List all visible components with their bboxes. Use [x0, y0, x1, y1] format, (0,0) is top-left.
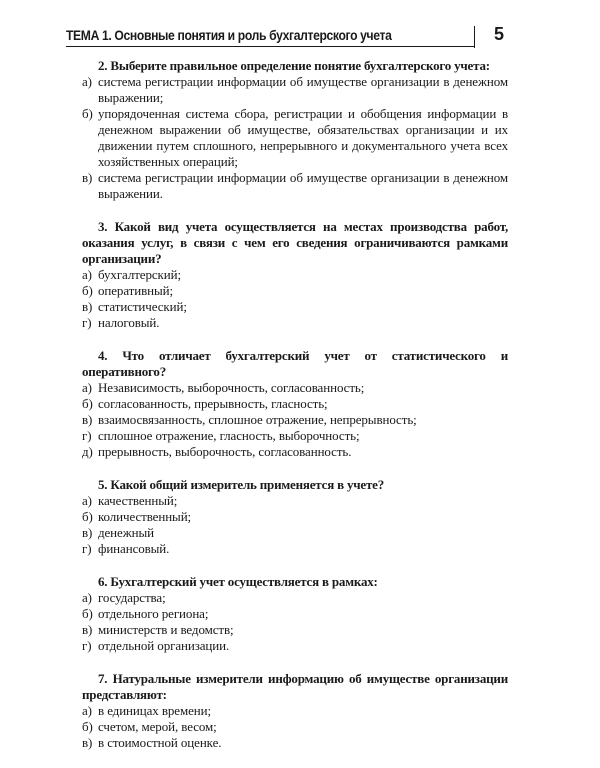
- question-4: [82, 348, 508, 460]
- question-text: 5. Какой общий измеритель применяется в учете?: [98, 477, 385, 492]
- answer-option: [82, 606, 508, 622]
- chapter-title: ТЕМА 1. Основные понятия и роль бухгалтерского учета: [66, 28, 392, 43]
- option-text: налоговый.: [98, 315, 160, 330]
- option-text: Независимость, выборочность, согласованность;: [98, 380, 365, 395]
- answer-option: [82, 622, 508, 638]
- option-letter: г): [82, 428, 92, 443]
- answer-option: [82, 493, 508, 509]
- answer-option: [82, 525, 508, 541]
- option-letter: г): [82, 315, 92, 330]
- question-text: 6. Бухгалтерский учет осуществляется в рамках:: [98, 574, 378, 589]
- questions-list: [82, 58, 508, 768]
- option-letter: д): [82, 444, 93, 459]
- option-letter: б): [82, 106, 93, 121]
- option-letter: г): [82, 541, 92, 556]
- answer-option: [82, 315, 508, 331]
- option-letter: в): [82, 622, 93, 637]
- question-text: 2. Выберите правильное определение понятие бухгалтерского учета:: [98, 58, 490, 73]
- option-letter: в): [82, 299, 93, 314]
- option-text: прерывность, выборочность, согласованность.: [98, 444, 352, 459]
- question-3: [82, 219, 508, 331]
- option-text: финансовый.: [98, 541, 170, 556]
- option-letter: а): [82, 703, 92, 718]
- option-letter: а): [82, 493, 92, 508]
- option-text: количественный;: [98, 509, 192, 524]
- answer-option: [82, 541, 508, 557]
- answer-option: [82, 412, 508, 428]
- question-text: 3. Какой вид учета осуществляется на местах производства работ, оказания услуг, в связи с чем его сведения ограничиваются рамками организации?: [82, 219, 508, 266]
- option-text: согласованность, прерывность, гласность;: [98, 396, 328, 411]
- answer-option: [82, 703, 508, 719]
- answer-option: [82, 428, 508, 444]
- answer-option: [82, 74, 508, 106]
- question-2: [82, 58, 508, 202]
- question-6: [82, 574, 508, 654]
- option-letter: г): [82, 638, 92, 653]
- option-text: счетом, мерой, весом;: [98, 719, 217, 734]
- option-text: в стоимостной оценке.: [98, 735, 222, 750]
- option-letter: а): [82, 380, 92, 395]
- option-text: взаимосвязанность, сплошное отражение, непрерывность;: [98, 412, 417, 427]
- option-letter: а): [82, 267, 92, 282]
- option-letter: б): [82, 719, 93, 734]
- answer-option: [82, 719, 508, 735]
- question-7: [82, 671, 508, 751]
- answer-option: [82, 299, 508, 315]
- option-text: качественный;: [98, 493, 178, 508]
- option-letter: б): [82, 283, 93, 298]
- page-header: [66, 26, 512, 48]
- option-letter: в): [82, 412, 93, 427]
- option-text: сплошное отражение, гласность, выборочность;: [98, 428, 360, 443]
- answer-option: [82, 106, 508, 170]
- option-text: денежный: [98, 525, 154, 540]
- option-text: статистический;: [98, 299, 187, 314]
- answer-option: [82, 283, 508, 299]
- option-letter: б): [82, 396, 93, 411]
- header-rule: [66, 46, 474, 47]
- answer-option: [82, 396, 508, 412]
- option-letter: б): [82, 509, 93, 524]
- option-text: бухгалтерский;: [98, 267, 181, 282]
- option-letter: а): [82, 74, 92, 89]
- option-text: оперативный;: [98, 283, 173, 298]
- answer-option: [82, 267, 508, 283]
- option-text: государства;: [98, 590, 166, 605]
- page-number: 5: [494, 24, 505, 44]
- option-text: система регистрации информации об имуществе организации в денежном выражении.: [98, 170, 508, 201]
- option-text: система регистрации информации об имуществе организации в денежном выражении;: [98, 74, 508, 105]
- answer-option: [82, 444, 508, 460]
- question-5: [82, 477, 508, 557]
- header-divider: [474, 26, 475, 48]
- option-text: отдельной организации.: [98, 638, 230, 653]
- answer-option: [82, 170, 508, 202]
- option-letter: в): [82, 525, 93, 540]
- answer-option: [82, 590, 508, 606]
- question-text: 4. Что отличает бухгалтерский учет от статистического и оперативного?: [82, 348, 508, 379]
- answer-option: [82, 735, 508, 751]
- option-text: упорядоченная система сбора, регистрации и обобщения информации в денежном выражении об имуществе, обязательствах организации и их движении путем сплошного, непрерывного и документального учета всех хозяйственных операций;: [98, 106, 508, 169]
- answer-option: [82, 509, 508, 525]
- answer-option: [82, 380, 508, 396]
- option-letter: в): [82, 735, 93, 750]
- option-letter: а): [82, 590, 92, 605]
- answer-option: [82, 638, 508, 654]
- option-text: отдельного региона;: [98, 606, 209, 621]
- option-text: в единицах времени;: [98, 703, 211, 718]
- option-letter: в): [82, 170, 93, 185]
- option-text: министерств и ведомств;: [98, 622, 234, 637]
- question-text: 7. Натуральные измерители информацию об имуществе организации представляют:: [82, 671, 508, 702]
- option-letter: б): [82, 606, 93, 621]
